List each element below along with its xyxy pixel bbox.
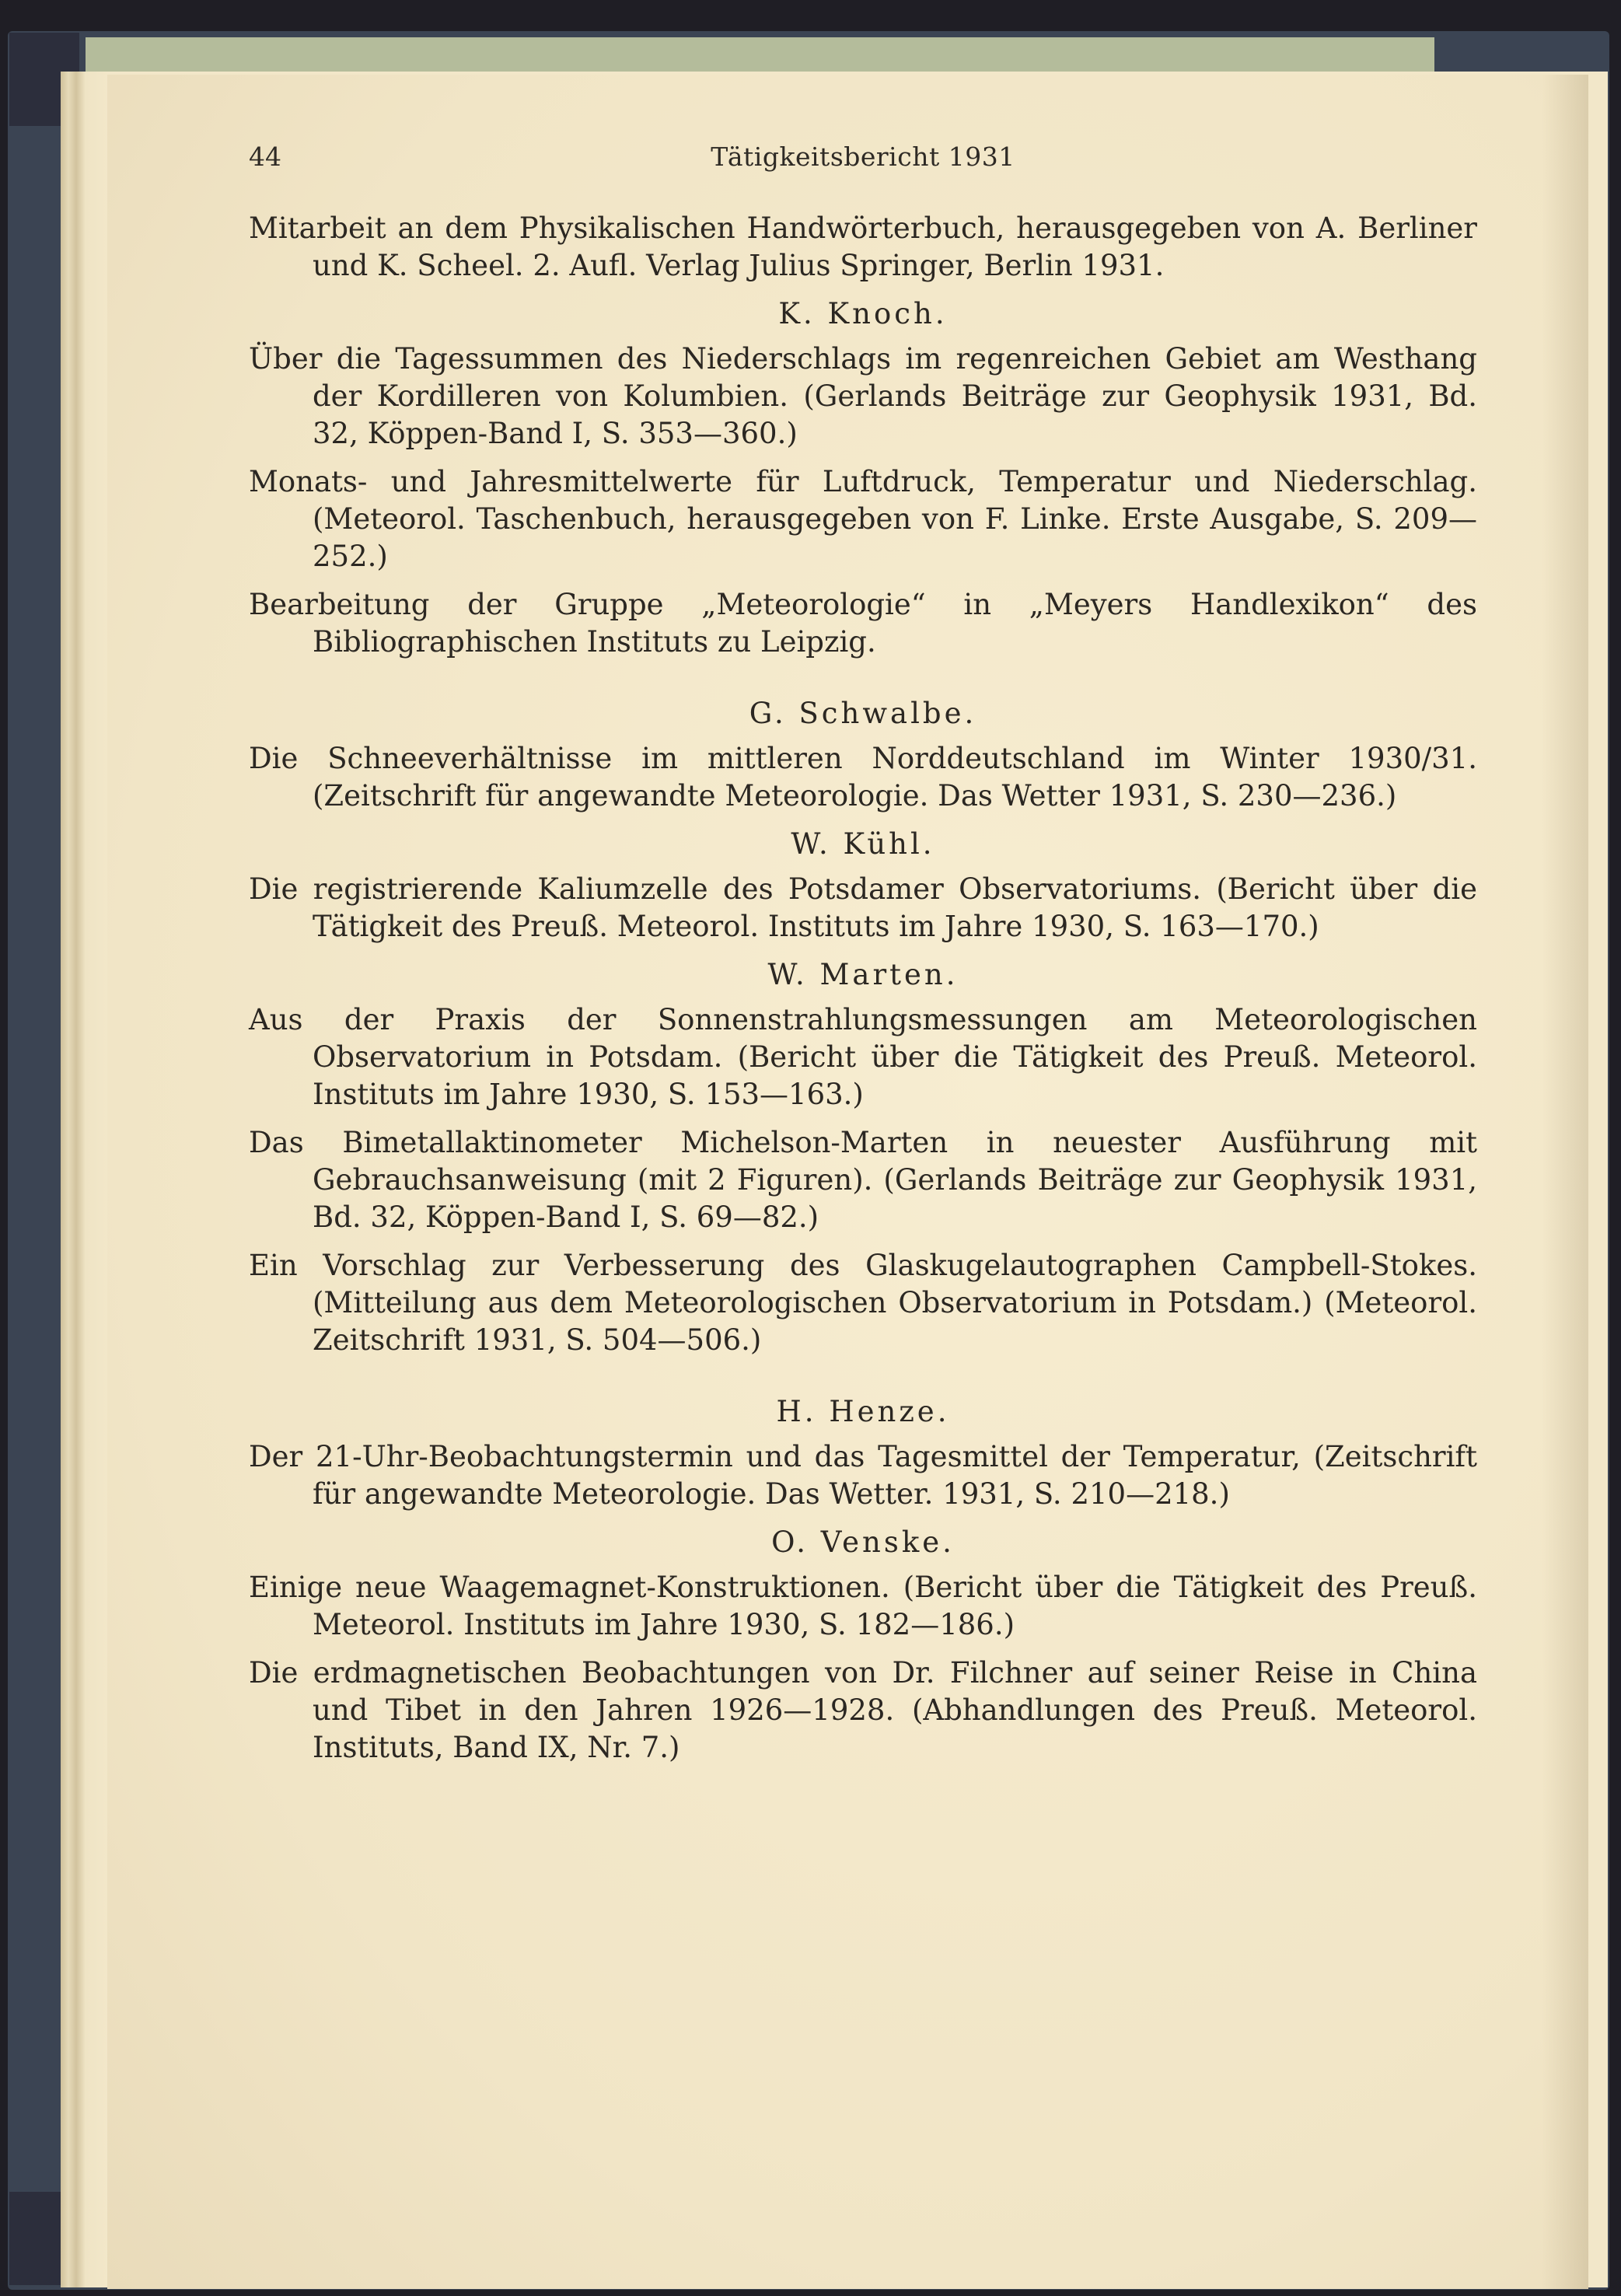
bibliography-entry: Bearbeitung der Gruppe „Meteorologie“ in „Meyers Handlexikon“ des Bibliographischen Instituts zu Leipzig. [249, 588, 1477, 659]
author-heading: K. Knoch. [778, 297, 948, 330]
author-heading: H. Henze. [776, 1395, 950, 1428]
running-title: Tätigkeitsbericht 1931 [711, 142, 1015, 172]
bibliography-entry: Einige neue Waagemagnet-Konstruktionen. (Bericht über die Tätigkeit des Preuß. Meteorol. Instituts im Jahre 1930, S. 182—186.) [249, 1571, 1477, 1641]
bibliography-entry: Über die Tagessummen des Niederschlags im regenreichen Gebiet am Westhang der Kordilleren von Kolumbien. (Gerlands Beiträge zur Geophysik 1931, Bd. 32, Köppen-Band I, S. 353—360.) [249, 342, 1477, 450]
bibliography-list [249, 210, 1477, 1777]
bibliography-entry: Die registrierende Kaliumzelle des Potsdamer Observatoriums. (Bericht über die Tätigkeit des Preuß. Meteorol. Instituts im Jahre 1930, S. 163—170.) [249, 872, 1477, 943]
page-number: 44 [249, 142, 281, 172]
bibliography-entry: Aus der Praxis der Sonnenstrahlungsmessungen am Meteorologischen Observatorium in Potsdam. (Bericht über die Tätigkeit des Preuß. Meteorol. Instituts im Jahre 1930, S. 153—163.) [249, 1003, 1477, 1111]
page-header [249, 142, 1477, 188]
author-heading: W. Kühl. [791, 827, 935, 861]
bibliography-entry: Der 21-Uhr-Beobachtungstermin und das Tagesmittel der Temperatur, (Zeitschrift für angewandte Meteorologie. Das Wetter. 1931, S. 210—218.) [249, 1440, 1477, 1511]
bibliography-entry: Mitarbeit an dem Physikalischen Handwörterbuch, herausgegeben von A. Berliner und K. Scheel. 2. Aufl. Verlag Julius Springer, Berlin 1931. [249, 211, 1477, 282]
bibliography-entry: Monats- und Jahresmittelwerte für Luftdruck, Temperatur und Niederschlag. (Meteorol. Taschenbuch, herausgegeben von F. Linke. Erste Ausgabe, S. 209—252.) [249, 465, 1477, 573]
bibliography-entry: Die Schneeverhältnisse im mittleren Norddeutschland im Winter 1930/31. (Zeitschrift für angewandte Meteorologie. Das Wetter 1931, S. 230—236.) [249, 742, 1477, 813]
page-gutter-shadow [1542, 75, 1588, 2289]
bibliography-entry: Die erdmagnetischen Beobachtungen von Dr. Filchner auf seiner Reise in China und Tibet in den Jahren 1926—1928. (Abhandlungen des Preuß. Meteorol. Instituts, Band IX, Nr. 7.) [249, 1656, 1477, 1764]
author-heading: W. Marten. [767, 958, 959, 991]
author-heading: G. Schwalbe. [749, 697, 977, 730]
bibliography-entry: Das Bimetallaktinometer Michelson-Marten in neuester Ausführung mit Gebrauchsanweisung (mit 2 Figuren). (Gerlands Beiträge zur Geophysik 1931, Bd. 32, Köppen-Band I, S. 69—82.) [249, 1126, 1477, 1234]
bibliography-entry: Ein Vorschlag zur Verbesserung des Glaskugelautographen Campbell-Stokes. (Mitteilung aus dem Meteorologischen Observatorium in Potsdam.) (Meteorol. Zeitschrift 1931, S. 504—506.) [249, 1249, 1477, 1357]
author-heading: O. Venske. [771, 1525, 955, 1559]
